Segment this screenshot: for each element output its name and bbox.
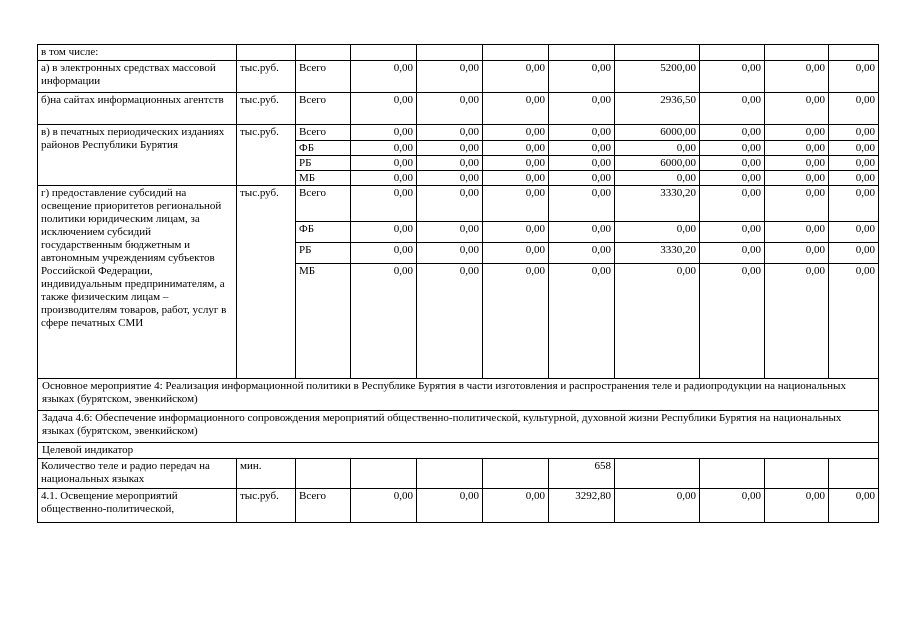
- value-cell: 0,00: [351, 171, 417, 186]
- funding-source: РБ: [296, 156, 351, 171]
- value-cell: [700, 459, 765, 489]
- value-cell: [351, 459, 417, 489]
- value-cell: 6000,00: [615, 125, 700, 141]
- value-cell: 0,00: [417, 125, 483, 141]
- value-cell: 0,00: [351, 156, 417, 171]
- value-cell: 0,00: [483, 264, 549, 379]
- empty-cell: [615, 45, 700, 61]
- value-cell: 2936,50: [615, 93, 700, 125]
- activity-description: а) в электронных средствах массовой информации: [38, 61, 237, 93]
- value-cell: 0,00: [700, 156, 765, 171]
- table-row: [38, 379, 879, 411]
- value-cell: 0,00: [700, 243, 765, 264]
- unit-cell: тыс.руб.: [237, 489, 296, 523]
- value-cell: 0,00: [615, 141, 700, 156]
- funding-source: ФБ: [296, 141, 351, 156]
- value-cell: 0,00: [351, 61, 417, 93]
- row-label: в том числе:: [38, 45, 237, 61]
- value-cell: 0,00: [549, 93, 615, 125]
- value-cell: 0,00: [829, 243, 879, 264]
- empty-cell: [296, 45, 351, 61]
- table-row: [38, 443, 879, 459]
- value-cell: 0,00: [417, 61, 483, 93]
- value-cell: 658: [549, 459, 615, 489]
- value-cell: 0,00: [417, 93, 483, 125]
- value-cell: 0,00: [483, 222, 549, 243]
- value-cell: 0,00: [700, 93, 765, 125]
- funding-source: РБ: [296, 243, 351, 264]
- value-cell: 0,00: [765, 156, 829, 171]
- value-cell: 0,00: [417, 156, 483, 171]
- value-cell: 3330,20: [615, 186, 700, 222]
- value-cell: 0,00: [351, 489, 417, 523]
- activity-description: Количество теле и радио передач на национальных языках: [38, 459, 237, 489]
- value-cell: 0,00: [765, 93, 829, 125]
- value-cell: 0,00: [417, 489, 483, 523]
- value-cell: 0,00: [829, 61, 879, 93]
- value-cell: 0,00: [549, 243, 615, 264]
- value-cell: 0,00: [351, 264, 417, 379]
- value-cell: 0,00: [829, 489, 879, 523]
- value-cell: 0,00: [417, 222, 483, 243]
- value-cell: 0,00: [829, 93, 879, 125]
- value-cell: 0,00: [765, 61, 829, 93]
- value-cell: 0,00: [700, 61, 765, 93]
- empty-cell: [417, 45, 483, 61]
- activity-description: г) предоставление субсидий на освещение приоритетов региональной политики юридическим лицам, за исключением субсидий государственным бюджетным и автономным учреждениям субъектов Российской Федерации, индивидуальным предпринимателям, а также физическим лицам – производителям товаров, работ, услуг в сфере печатных СМИ: [38, 186, 237, 379]
- value-cell: 0,00: [615, 171, 700, 186]
- value-cell: 0,00: [700, 264, 765, 379]
- value-cell: 0,00: [765, 141, 829, 156]
- value-cell: 0,00: [417, 186, 483, 222]
- value-cell: 0,00: [615, 489, 700, 523]
- empty-cell: [765, 45, 829, 61]
- value-cell: 0,00: [483, 93, 549, 125]
- unit-cell: мин.: [237, 459, 296, 489]
- value-cell: 0,00: [829, 186, 879, 222]
- funding-source: Всего: [296, 489, 351, 523]
- value-cell: 3330,20: [615, 243, 700, 264]
- table-row: [38, 186, 879, 222]
- value-cell: 0,00: [700, 125, 765, 141]
- value-cell: 0,00: [765, 243, 829, 264]
- empty-cell: [549, 45, 615, 61]
- unit-cell: тыс.руб.: [237, 93, 296, 125]
- value-cell: 0,00: [483, 61, 549, 93]
- value-cell: 0,00: [765, 186, 829, 222]
- value-cell: 0,00: [549, 141, 615, 156]
- value-cell: 0,00: [765, 222, 829, 243]
- table-row: [38, 93, 879, 125]
- value-cell: 0,00: [700, 171, 765, 186]
- value-cell: 0,00: [549, 264, 615, 379]
- value-cell: 0,00: [351, 125, 417, 141]
- value-cell: 0,00: [351, 141, 417, 156]
- table-row: [38, 489, 879, 523]
- value-cell: 0,00: [483, 489, 549, 523]
- value-cell: 0,00: [351, 93, 417, 125]
- value-cell: 0,00: [417, 264, 483, 379]
- value-cell: 0,00: [700, 186, 765, 222]
- section-heading: Задача 4.6: Обеспечение информационного сопровождения мероприятий общественно-политической, культурной, духовной жизни Республики Бурятия на национальных языках (бурятском, эвенкийском): [38, 411, 879, 443]
- unit-cell: тыс.руб.: [237, 61, 296, 93]
- funding-source: МБ: [296, 171, 351, 186]
- budget-table: [37, 44, 879, 523]
- value-cell: 0,00: [549, 156, 615, 171]
- activity-description: 4.1. Освещение мероприятий общественно-политической,: [38, 489, 237, 523]
- empty-cell: [700, 45, 765, 61]
- value-cell: [483, 459, 549, 489]
- value-cell: 0,00: [829, 125, 879, 141]
- value-cell: 0,00: [829, 222, 879, 243]
- value-cell: [829, 459, 879, 489]
- funding-source: Всего: [296, 125, 351, 141]
- section-heading: Целевой индикатор: [38, 443, 879, 459]
- value-cell: 0,00: [829, 171, 879, 186]
- activity-description: б)на сайтах информационных агентств: [38, 93, 237, 125]
- value-cell: 0,00: [829, 264, 879, 379]
- value-cell: 0,00: [700, 489, 765, 523]
- funding-source: Всего: [296, 93, 351, 125]
- funding-source: МБ: [296, 264, 351, 379]
- value-cell: 0,00: [351, 222, 417, 243]
- value-cell: 3292,80: [549, 489, 615, 523]
- unit-cell: тыс.руб.: [237, 125, 296, 186]
- value-cell: [615, 459, 700, 489]
- empty-cell: [237, 45, 296, 61]
- value-cell: 0,00: [765, 489, 829, 523]
- funding-source: Всего: [296, 186, 351, 222]
- value-cell: [417, 459, 483, 489]
- value-cell: [765, 459, 829, 489]
- value-cell: 0,00: [765, 171, 829, 186]
- value-cell: 6000,00: [615, 156, 700, 171]
- value-cell: 0,00: [417, 171, 483, 186]
- empty-cell: [351, 45, 417, 61]
- value-cell: 0,00: [351, 186, 417, 222]
- activity-description: в) в печатных периодических изданиях районов Республики Бурятия: [38, 125, 237, 186]
- value-cell: 0,00: [549, 125, 615, 141]
- value-cell: 0,00: [417, 141, 483, 156]
- value-cell: 0,00: [615, 264, 700, 379]
- value-cell: 0,00: [700, 222, 765, 243]
- value-cell: 0,00: [483, 125, 549, 141]
- table-row: [38, 459, 879, 489]
- funding-source: Всего: [296, 61, 351, 93]
- empty-cell: [483, 45, 549, 61]
- value-cell: 0,00: [483, 171, 549, 186]
- value-cell: 0,00: [549, 61, 615, 93]
- value-cell: 0,00: [829, 141, 879, 156]
- value-cell: 0,00: [483, 243, 549, 264]
- funding-source: [296, 459, 351, 489]
- table-row: [38, 45, 879, 61]
- table-row: [38, 125, 879, 141]
- value-cell: 0,00: [700, 141, 765, 156]
- funding-source: ФБ: [296, 222, 351, 243]
- value-cell: 0,00: [351, 243, 417, 264]
- table-row: [38, 411, 879, 443]
- value-cell: 0,00: [765, 125, 829, 141]
- value-cell: 0,00: [549, 222, 615, 243]
- empty-cell: [829, 45, 879, 61]
- unit-cell: тыс.руб.: [237, 186, 296, 379]
- value-cell: 0,00: [483, 141, 549, 156]
- value-cell: 5200,00: [615, 61, 700, 93]
- value-cell: 0,00: [765, 264, 829, 379]
- value-cell: 0,00: [417, 243, 483, 264]
- value-cell: 0,00: [483, 186, 549, 222]
- table-row: [38, 61, 879, 93]
- value-cell: 0,00: [483, 156, 549, 171]
- value-cell: 0,00: [829, 156, 879, 171]
- value-cell: 0,00: [615, 222, 700, 243]
- value-cell: 0,00: [549, 186, 615, 222]
- section-heading: Основное мероприятие 4: Реализация информационной политики в Республике Бурятия в части изготовления и распространения теле и радиопродукции на национальных языках (бурятском, эвенкийском): [38, 379, 879, 411]
- value-cell: 0,00: [549, 171, 615, 186]
